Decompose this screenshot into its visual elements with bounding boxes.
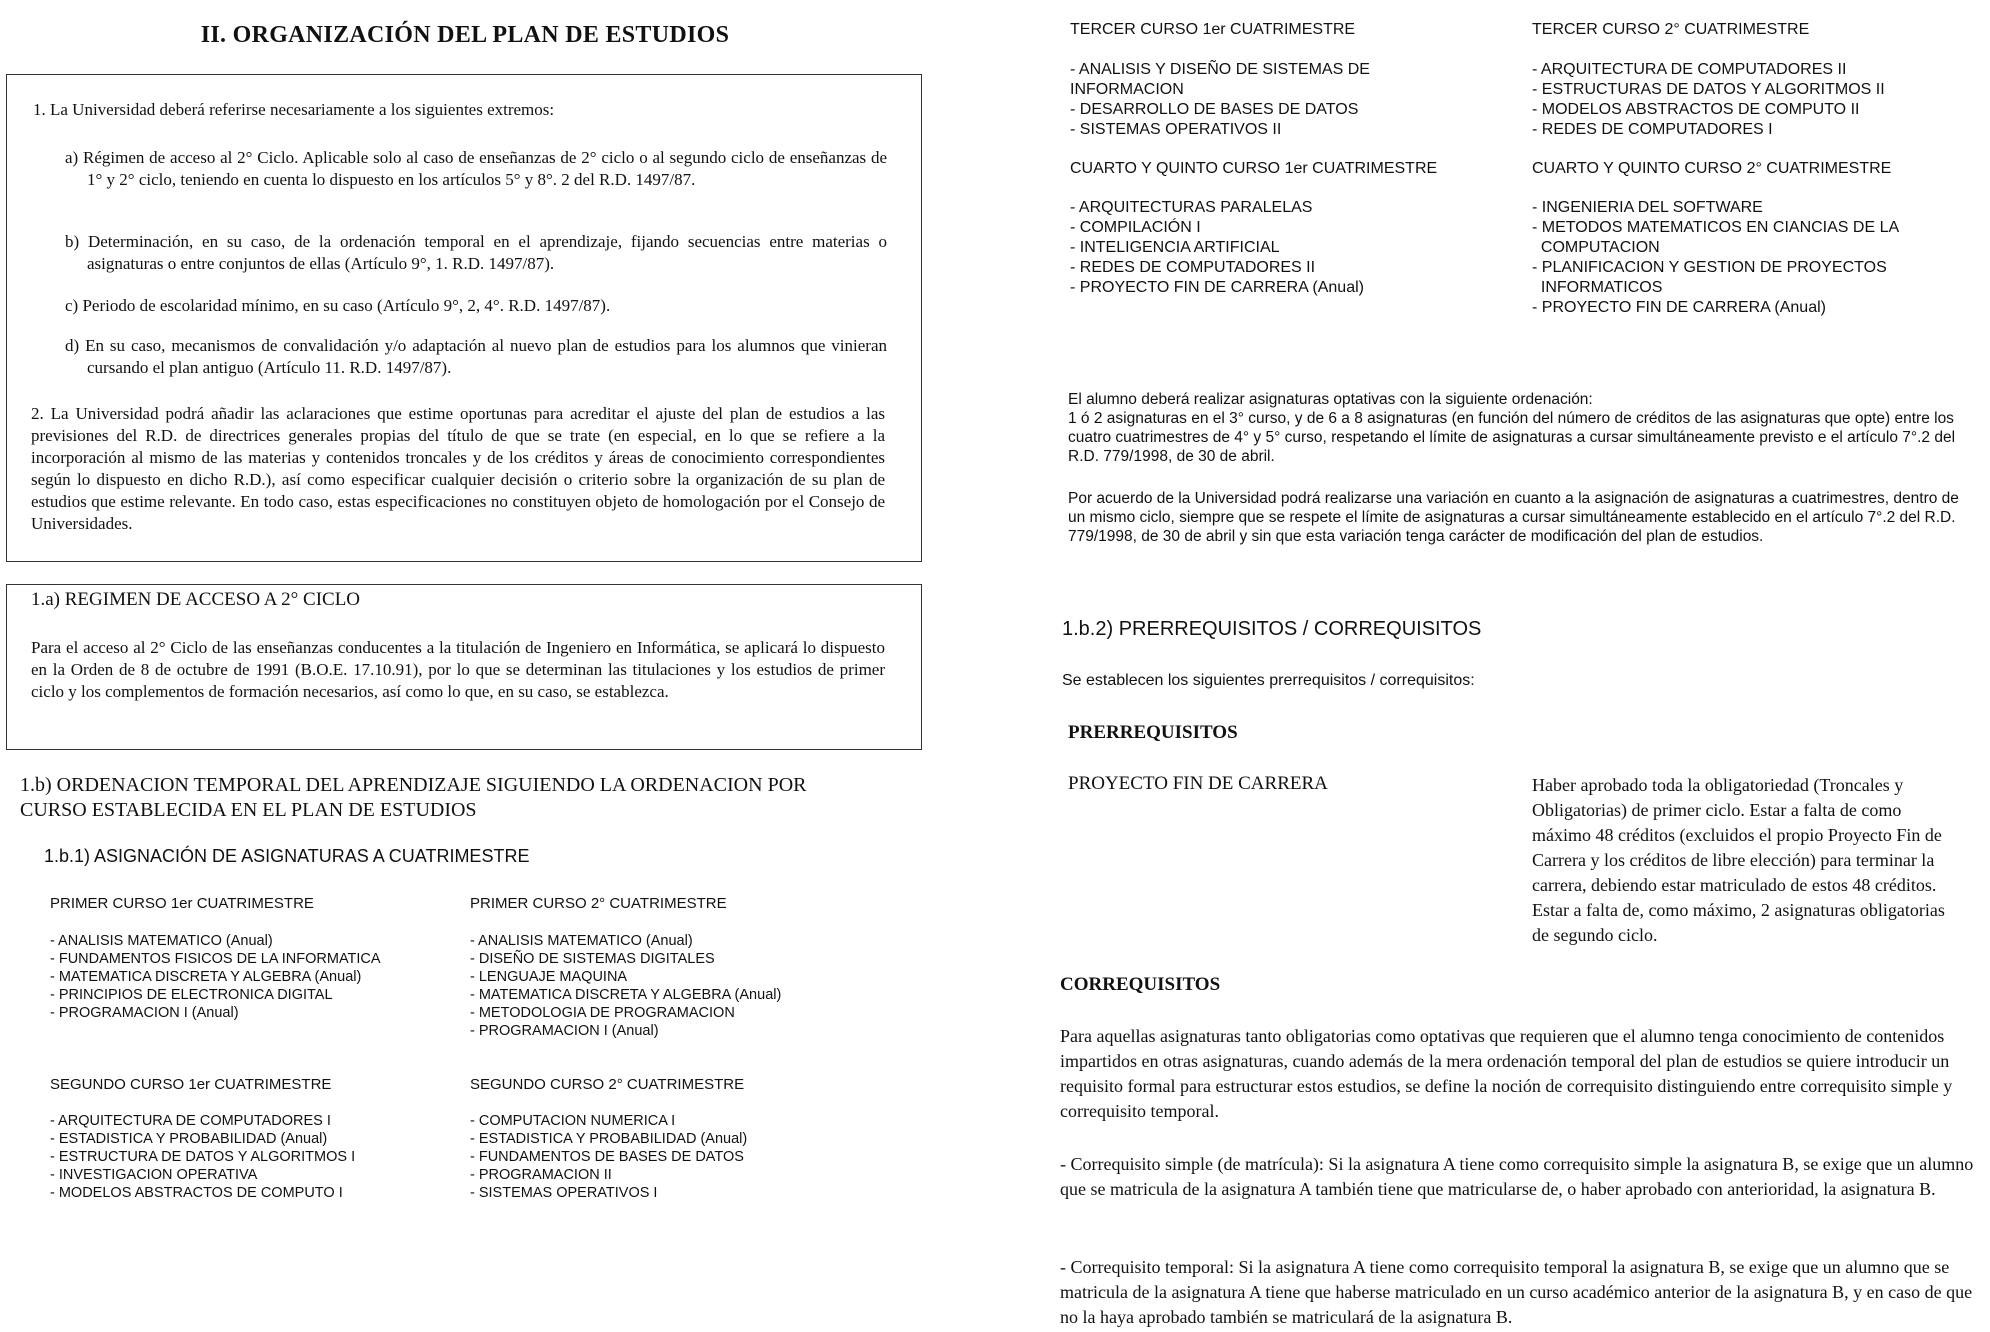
section-b2-intro: Se establecen los siguientes prerrequisitos / correquisitos: xyxy=(1062,672,1475,689)
requirement-item-d: d) En su caso, mecanismos de convalidación y/o adaptación al nuevo plan de estudios para los alumnos que vinieran cursando el plan antiguo (Artículo 11. R.D. 1497/87). xyxy=(65,336,887,377)
cuarto-quinto-2-heading: CUARTO Y QUINTO CURSO 2° CUATRIMESTRE xyxy=(1532,160,1892,177)
list-item: INFORMATICOS xyxy=(1532,279,1663,296)
pfc-label: PROYECTO FIN DE CARRERA xyxy=(1068,773,1328,794)
list-item: - PROGRAMACION I (Anual) xyxy=(470,1023,659,1039)
access-regime-heading: 1.a) REGIMEN DE ACCESO A 2° CICLO xyxy=(31,589,361,610)
tercer-curso-2-heading: TERCER CURSO 2° CUATRIMESTRE xyxy=(1532,21,1810,38)
requirement-item-c: c) Periodo de escolaridad mínimo, en su caso (Artículo 9°, 2, 4°. R.D. 1497/87). xyxy=(65,296,611,315)
access-regime-text: Para el acceso al 2° Ciclo de las enseñanzas conducentes a la titulación de Ingeniero en Informática, se aplicará lo dispuesto en la Orden de 8 de octubre de 1991 (B.O.E. 17.10.91), por lo que se determinan las titulaciones y los estudios de primer ciclo y los complementos de formación necesarios, así como lo que, en su caso, se establezca. xyxy=(31,638,885,701)
section-b1-heading: 1.b.1) ASIGNACIÓN DE ASIGNATURAS A CUATRIMESTRE xyxy=(44,846,530,866)
list-item: - SISTEMAS OPERATIVOS I xyxy=(470,1185,658,1201)
list-item: - INVESTIGACION OPERATIVA xyxy=(50,1167,258,1183)
requirement-item-a: a) Régimen de acceso al 2° Ciclo. Aplicable solo al caso de enseñanzas de 2° ciclo o al segundo ciclo de enseñanzas de 1° y 2° ciclo, teniendo en cuenta lo dispuesto en los artículos 5° y 8°. 2 del R.D. 1497/87. xyxy=(65,148,887,189)
list-item: - MATEMATICA DISCRETA Y ALGEBRA (Anual) xyxy=(50,969,362,985)
requirements-intro: 1. La Universidad deberá referirse necesariamente a los siguientes extremos: xyxy=(33,100,555,119)
primer-curso-2-heading: PRIMER CURSO 2° CUATRIMESTRE xyxy=(470,895,727,912)
list-item: - ESTRUCTURA DE DATOS Y ALGORITMOS I xyxy=(50,1149,356,1165)
section-b2-heading: 1.b.2) PRERREQUISITOS / CORREQUISITOS xyxy=(1062,618,1482,640)
cuarto-quinto-1-heading: CUARTO Y QUINTO CURSO 1er CUATRIMESTRE xyxy=(1070,160,1438,177)
tercer-curso-1-heading: TERCER CURSO 1er CUATRIMESTRE xyxy=(1070,21,1356,38)
list-item: - METODOLOGIA DE PROGRAMACION xyxy=(470,1005,735,1021)
list-item: - COMPILACIÓN I xyxy=(1070,219,1201,236)
requirements-point-2: 2. La Universidad podrá añadir las aclaraciones que estime oportunas para acreditar el ajuste del plan de estudios a las previsiones del R.D. de directrices generales propias del título de que se trate (en especial, en lo que se refiere a la incorporación al mismo de las materias y contenidos troncales y de los créditos y áreas de conocimiento correspondientes según lo dispuesto en dicho R.D.), así como especificar cualquier decisión o criterio sobre la organización de su plan de estudios que estime relevante. En todo caso, estas especificaciones no constituyen objeto de homologación por el Consejo de Universidades. xyxy=(31,404,885,533)
correquisito-temporal: - Correquisito temporal: Si la asignatura A tiene como correquisito temporal la asignatura B, se exige que un alumno que se matricula de la asignatura A tiene que haberse matriculado en un curso académico anterior de la asignatura B, y en caso de que no la haya aprobado también se matriculará de la asignatura B. xyxy=(1060,1257,1973,1327)
list-item: - ESTRUCTURAS DE DATOS Y ALGORITMOS II xyxy=(1532,81,1885,98)
list-item: - REDES DE COMPUTADORES II xyxy=(1070,259,1316,276)
list-item: - FUNDAMENTOS FISICOS DE LA INFORMATICA xyxy=(50,951,381,967)
list-item: COMPUTACION xyxy=(1532,239,1660,256)
list-item: - ANALISIS Y DISEÑO DE SISTEMAS DE xyxy=(1070,61,1370,78)
correquisitos-heading: CORREQUISITOS xyxy=(1060,974,1221,995)
list-item: - MODELOS ABSTRACTOS DE COMPUTO I xyxy=(50,1185,343,1201)
list-item: - PROYECTO FIN DE CARRERA (Anual) xyxy=(1532,299,1826,316)
correquisitos-definition: Para aquellas asignaturas tanto obligatorias como optativas que requieren que el alumno tenga conocimiento de contenidos impartidos en otras asignaturas, cuando además de la mera ordenación temporal del plan de estudios se quiere introducir un requisito formal para estructurar estos estudios, se define la noción de correquisito distinguiendo entre correquisito simple y correquisito temporal. xyxy=(1060,1026,1953,1121)
segundo-curso-2-list xyxy=(470,1112,747,1202)
requirement-item-b: b) Determinación, en su caso, de la ordenación temporal en el aprendizaje, fijando secuencias entre materias o asignaturas o entre conjuntos de ellas (Artículo 9°, 1. R.D. 1497/87). xyxy=(65,232,887,273)
list-item: - FUNDAMENTOS DE BASES DE DATOS xyxy=(470,1149,744,1165)
segundo-curso-1-heading: SEGUNDO CURSO 1er CUATRIMESTRE xyxy=(50,1076,332,1093)
optativas-text: 1 ó 2 asignaturas en el 3° curso, y de 6 a 8 asignaturas (en función del número de créditos de las asignaturas que opte) entre los cuatro cuatrimestres de 4° y 5° curso, respetando el límite de asignaturas a cursar simultáneamente previsto e el artículo 7°.2 del R.D. 779/1998, de 30 de abril. xyxy=(1068,410,1956,465)
optativas-intro: El alumno deberá realizar asignaturas optativas con la siguiente ordenación: xyxy=(1068,391,1593,408)
list-item: - ARQUITECTURA DE COMPUTADORES I xyxy=(50,1113,331,1129)
cuarto-quinto-2-list xyxy=(1532,198,1899,318)
list-item: - REDES DE COMPUTADORES I xyxy=(1532,121,1773,138)
list-item: - MATEMATICA DISCRETA Y ALGEBRA (Anual) xyxy=(470,987,782,1003)
list-item: - ANALISIS MATEMATICO (Anual) xyxy=(470,933,693,949)
pfc-requirements: Haber aprobado toda la obligatoriedad (Troncales y Obligatorias) de primer ciclo. Estar a falta de como máximo 48 créditos (excluidos el propio Proyecto Fin de Carrera y los créditos de libre elección) para terminar la carrera, debiendo estar matriculado de estos 48 créditos. Estar a falta de, como máximo, 2 asignaturas obligatorias de segundo ciclo. xyxy=(1532,775,1945,945)
primer-curso-2-list xyxy=(470,932,781,1040)
list-item: - ESTADISTICA Y PROBABILIDAD (Anual) xyxy=(50,1131,328,1147)
list-item: - PROGRAMACION II xyxy=(470,1167,612,1183)
list-item: - PROGRAMACION I (Anual) xyxy=(50,1005,239,1021)
requirements-box xyxy=(6,74,922,562)
list-item: - ANALISIS MATEMATICO (Anual) xyxy=(50,933,273,949)
list-item: - SISTEMAS OPERATIVOS II xyxy=(1070,121,1282,138)
list-item: - MODELOS ABSTRACTOS DE COMPUTO II xyxy=(1532,101,1860,118)
list-item: - LENGUAJE MAQUINA xyxy=(470,969,628,985)
list-item: INFORMACION xyxy=(1070,81,1184,98)
list-item: - METODOS MATEMATICOS EN CIANCIAS DE LA xyxy=(1532,219,1900,236)
primer-curso-1-heading: PRIMER CURSO 1er CUATRIMESTRE xyxy=(50,895,314,912)
correquisito-simple: - Correquisito simple (de matrícula): Si la asignatura A tiene como correquisito simple la asignatura B, se exige que un alumno que se matricula de la asignatura A también tiene que matricularse de, o haber aprobado con anterioridad, la asignatura B. xyxy=(1060,1154,1974,1199)
tercer-curso-1-list xyxy=(1070,60,1370,140)
list-item: - PLANIFICACION Y GESTION DE PROYECTOS xyxy=(1532,259,1887,276)
variacion-text: Por acuerdo de la Universidad podrá realizarse una variación en cuanto a la asignación de asignaturas a cuatrimestres, dentro de un mismo ciclo, siempre que se respete el límite de asignaturas a cursar simultáneamente establecido en el artículo 7°.2 del R.D. 779/1998, de 30 de abril y sin que esta variación tenga carácter de modificación del plan de estudios. xyxy=(1068,490,1959,545)
list-item: - DISEÑO DE SISTEMAS DIGITALES xyxy=(470,951,715,967)
list-item: - PRINCIPIOS DE ELECTRONICA DIGITAL xyxy=(50,987,333,1003)
access-regime-box xyxy=(6,584,922,750)
list-item: - ARQUITECTURAS PARALELAS xyxy=(1070,199,1313,216)
primer-curso-1-list xyxy=(50,932,381,1022)
list-item: - ARQUITECTURA DE COMPUTADORES II xyxy=(1532,61,1847,78)
list-item: - ESTADISTICA Y PROBABILIDAD (Anual) xyxy=(470,1131,748,1147)
section-b-heading-line2: CURSO ESTABLECIDA EN EL PLAN DE ESTUDIOS xyxy=(20,799,477,821)
tercer-curso-2-list xyxy=(1532,60,1885,140)
cuarto-quinto-1-list xyxy=(1070,198,1364,298)
segundo-curso-1-list xyxy=(50,1112,355,1202)
prerrequisitos-heading: PRERREQUISITOS xyxy=(1068,722,1238,743)
section-b-heading-line1: 1.b) ORDENACION TEMPORAL DEL APRENDIZAJE SIGUIENDO LA ORDENACION POR xyxy=(20,774,807,796)
list-item: - INGENIERIA DEL SOFTWARE xyxy=(1532,199,1763,216)
list-item: - COMPUTACION NUMERICA I xyxy=(470,1113,676,1129)
list-item: - PROYECTO FIN DE CARRERA (Anual) xyxy=(1070,279,1364,296)
list-item: - INTELIGENCIA ARTIFICIAL xyxy=(1070,239,1280,256)
segundo-curso-2-heading: SEGUNDO CURSO 2° CUATRIMESTRE xyxy=(470,1076,745,1093)
page-title: II. ORGANIZACIÓN DEL PLAN DE ESTUDIOS xyxy=(200,22,730,48)
list-item: - DESARROLLO DE BASES DE DATOS xyxy=(1070,101,1359,118)
